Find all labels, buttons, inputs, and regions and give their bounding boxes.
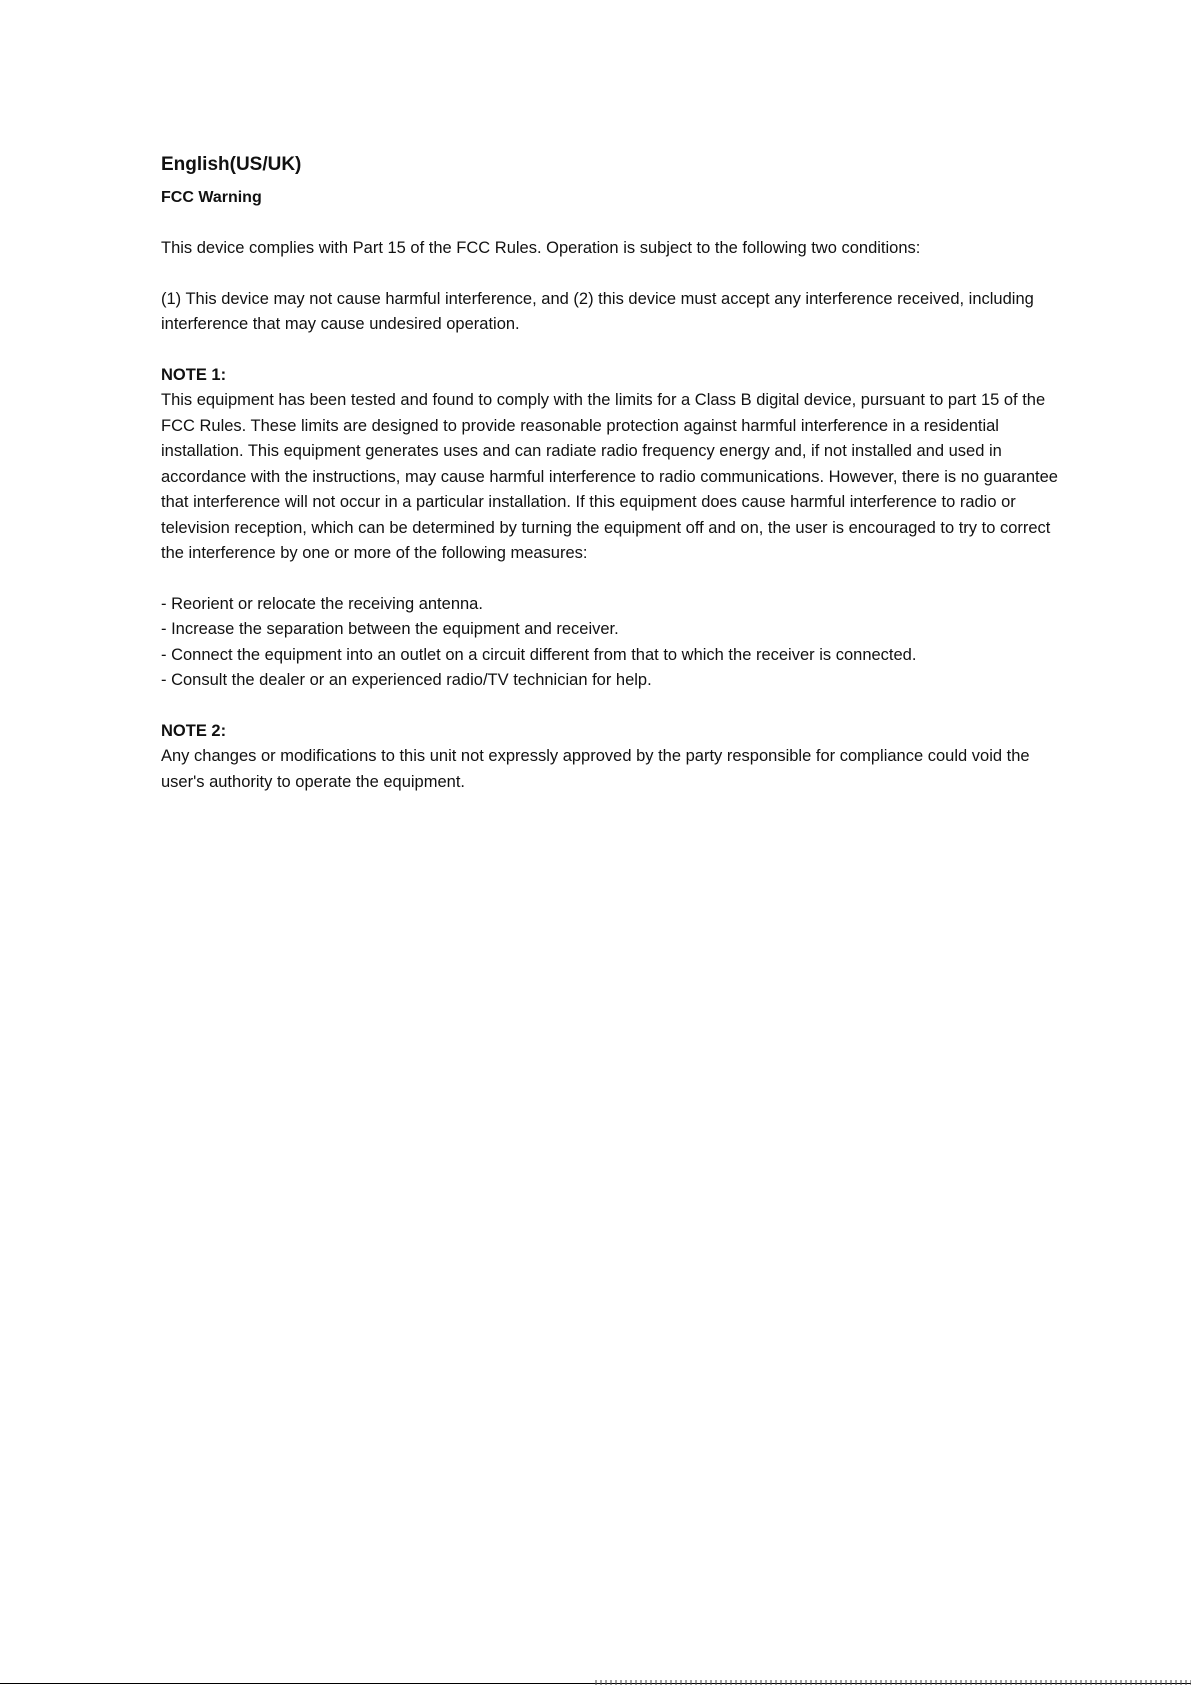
measures-list (161, 592, 1061, 694)
language-heading: English(US/UK) (161, 154, 302, 175)
compliance-statement: This device complies with Part 15 of the FCC Rules. Operation is subject to the following two conditions: (161, 239, 921, 257)
document-content (161, 152, 1061, 820)
measure-item: - Consult the dealer or an experienced radio/TV technician for help. (161, 671, 652, 689)
measure-item: - Increase the separation between the equipment and receiver. (161, 620, 619, 638)
measure-item: - Reorient or relocate the receiving antenna. (161, 594, 483, 613)
note1-body: This equipment has been tested and found to comply with the limits for a Class B digital device, pursuant to part 15 of the FCC Rules. These limits are designed to provide reasonable protection against harmful interference in a residential installation. This equipment generates uses and can radiate radio frequency energy and, if not installed and used in accordance with the instructions, may cause harmful interference to radio communications. However, there is no guarantee that interference will not occur in a particular installation. If this equipment does cause harmful interference to radio or television reception, which can be determined by turning the equipment off and on, the user is encouraged to try to correct the interference by one or more of the following measures: (161, 391, 1058, 562)
note1-title: NOTE 1: (161, 365, 227, 384)
page-bottom-artifact (595, 1680, 1191, 1685)
note2-title: NOTE 2: (161, 721, 227, 740)
conditions-paragraph: (1) This device may not cause harmful interference, and (2) this device must accept any interference received, including interference that may cause undesired operation. (161, 289, 1034, 333)
fcc-warning-heading: FCC Warning (161, 189, 262, 206)
measure-item: - Connect the equipment into an outlet on a circuit different from that to which the receiver is connected. (161, 645, 917, 664)
note2-body: Any changes or modifications to this unit not expressly approved by the party responsible for compliance could void the user's authority to operate the equipment. (161, 747, 1030, 791)
